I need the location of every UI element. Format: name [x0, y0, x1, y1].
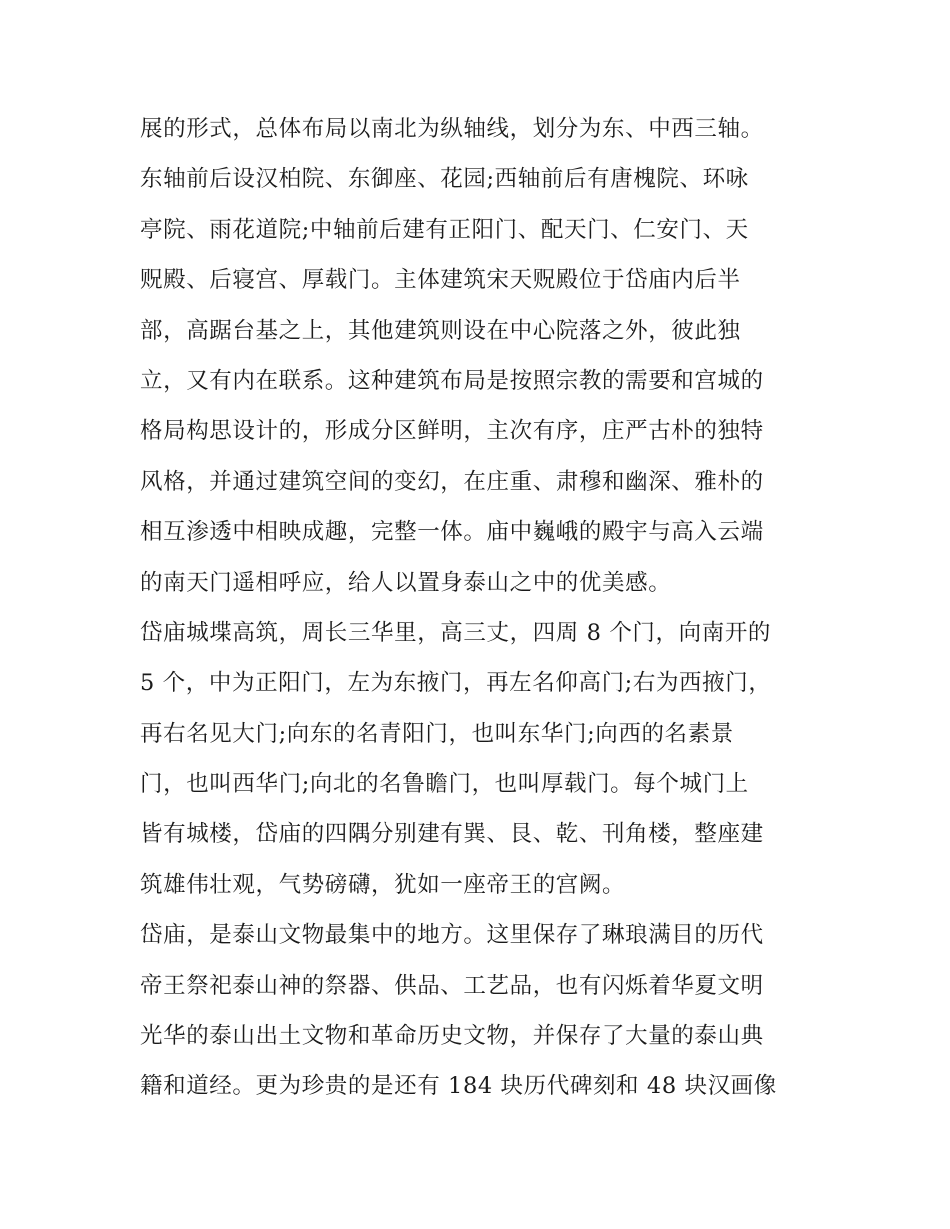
text-line: 帝王祭祀泰山神的祭器、供品、工艺品，也有闪烁着华夏文明 — [140, 972, 764, 999]
text-line: 贶殿、后寝宫、厚载门。主体建筑宋天贶殿位于岱庙内后半 — [140, 267, 741, 294]
text-line: 再右名见大门;向东的名青阳门，也叫东华门;向西的名素景 — [140, 720, 734, 747]
text-line: 皆有城楼，岱庙的四隅分别建有巽、艮、乾、刊角楼，整座建 — [140, 821, 764, 848]
text-line: 的南天门遥相呼应，给人以置身泰山之中的优美感。 — [140, 569, 672, 596]
text-line: 亭院、雨花道院;中轴前后建有正阳门、配天门、仁安门、天 — [140, 216, 749, 243]
text-line: 东轴前后设汉柏院、东御座、花园;西轴前后有唐槐院、环咏 — [140, 166, 749, 193]
text-line: 岱庙城堞高筑，周长三华里，高三丈，四周 8 个门，向南开的 — [140, 619, 772, 646]
text-line: 门，也叫西华门;向北的名鲁瞻门，也叫厚载门。每个城门上 — [140, 771, 749, 798]
paragraph-3 — [140, 910, 820, 1112]
text-line: 筑雄伟壮观，气势磅礴，犹如一座帝王的宫阙。 — [140, 871, 626, 898]
paragraph-1 — [140, 104, 820, 608]
text-line: 格局构思设计的，形成分区鲜明，主次有序，庄严古朴的独特 — [140, 418, 764, 445]
text-line: 5 个，中为正阳门，左为东掖门，再左名仰高门;右为西掖门， — [140, 670, 772, 697]
paragraph-2 — [140, 608, 820, 910]
text-line: 展的形式，总体布局以南北为纵轴线，划分为东、中西三轴。 — [140, 116, 764, 142]
text-line: 籍和道经。更为珍贵的是还有 184 块历代碑刻和 48 块汉画像 — [140, 1073, 777, 1100]
text-line: 部，高踞台基之上，其他建筑则设在中心院落之外，彼此独 — [140, 317, 741, 344]
text-line: 相互渗透中相映成趣，完整一体。庙中巍峨的殿宇与高入云端 — [140, 519, 764, 546]
text-line: 立，又有内在联系。这种建筑布局是按照宗教的需要和宫城的 — [140, 367, 764, 394]
text-line: 光华的泰山出土文物和革命历史文物，并保存了大量的泰山典 — [140, 1023, 764, 1050]
text-line: 岱庙，是泰山文物最集中的地方。这里保存了琳琅满目的历代 — [140, 922, 764, 949]
text-line: 风格，并通过建筑空间的变幻，在庄重、肃穆和幽深、雅朴的 — [140, 468, 764, 495]
body-text — [140, 104, 820, 1112]
